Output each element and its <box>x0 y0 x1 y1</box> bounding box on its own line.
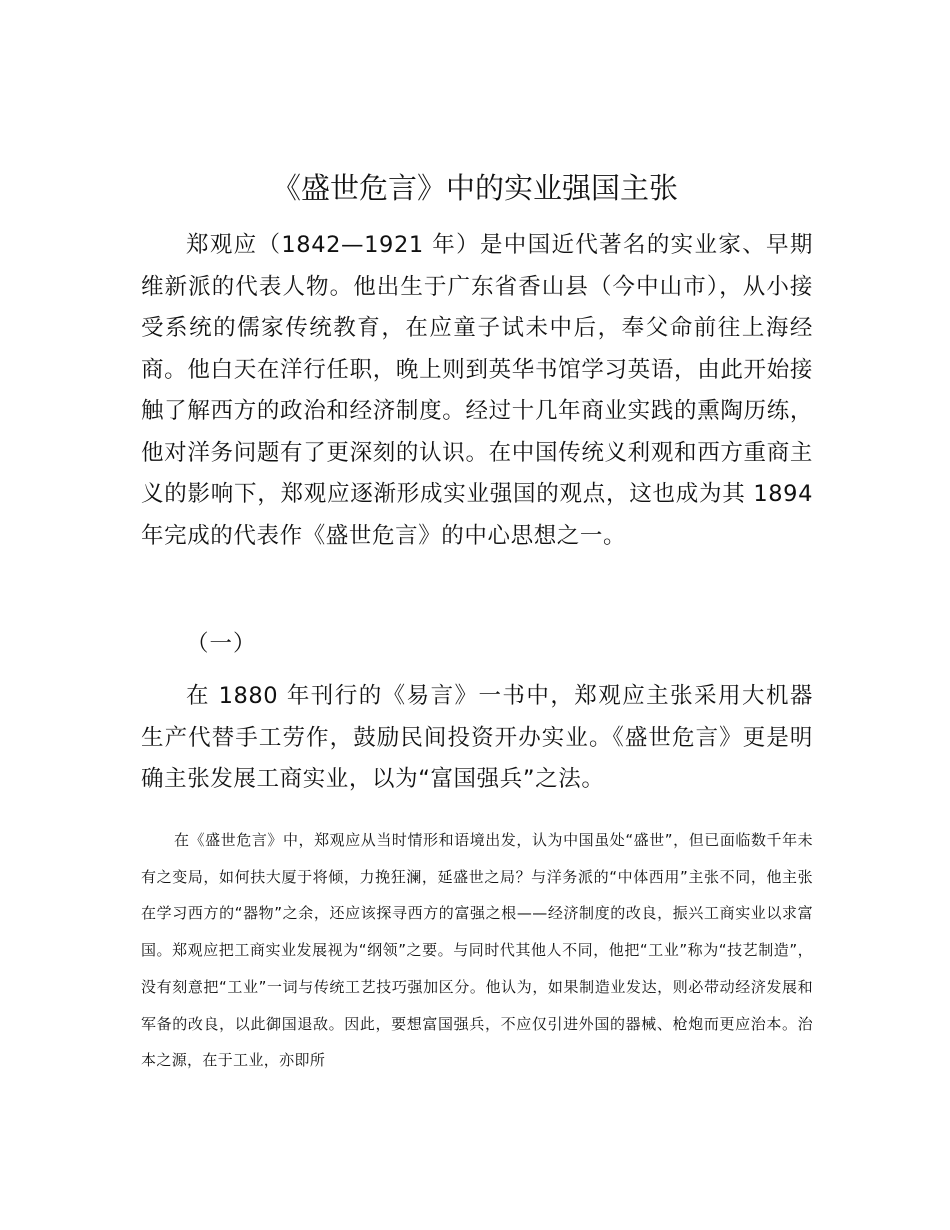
intro-paragraph: 郑观应（1842—1921 年）是中国近代著名的实业家、早期维新派的代表人物。他出生于广东省香山县（今中山市），从小接受系统的儒家传统教育，在应童子试未中后，奉父命前往上海经商。他白天在洋行任职，晚上则到英华书馆学习英语，由此开始接触了解西方的政治和经济制度。经过十几年商业实践的熏陶历练，他对洋务问题有了更深刻的认识。在中国传统义利观和西方重商主义的影响下，郑观应逐渐形成实业强国的观点，这也成为其 1894 年完成的代表作《盛世危言》的中心思想之一。 <box>141 232 813 549</box>
section-one-paragraph: 在 1880 年刊行的《易言》一书中，郑观应主张采用大机器生产代替手工劳作，鼓励民间投资开办实业。《盛世危言》更是明确主张发展工商实业，以为“富国强兵”之法。 <box>141 683 813 792</box>
section-heading-one: （一） <box>186 631 257 657</box>
document-title: 《盛世危言》中的实业强国主张 <box>271 171 678 205</box>
detail-paragraph: 在《盛世危言》中，郑观应从当时情形和语境出发，认为中国虽处“盛世”，但已面临数千年未有之变局，如何扶大厦于将倾，力挽狂澜，延盛世之局？与洋务派的“中体西用”主张不同，他主张在学习西方的“器物”之余，还应该探寻西方的富强之根——经济制度的改良，振兴工商实业以求富国。郑观应把工商实业发展视为“纲领”之要。与同时代其他人不同，他把“工业”称为“技艺制造”，没有刻意把“工业”一词与传统工艺技巧强加区分。他认为，如果制造业发达，则必带动经济发展和军备的改良，以此御国退敌。因此，要想富国强兵，不应仅引进外国的器械、枪炮而更应治本。治本之源，在于工业，亦即所 <box>141 831 813 1070</box>
